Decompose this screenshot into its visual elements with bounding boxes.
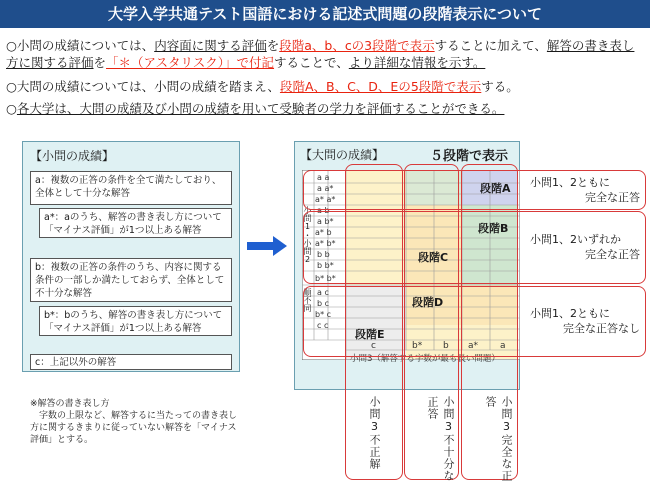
text: することで、 <box>274 55 349 70</box>
row-label-bc: b c <box>317 299 330 308</box>
text-underlined: 内容面に関する評価 <box>154 38 267 53</box>
text: することに加えて、 <box>434 38 547 53</box>
intro-paragraph-3 <box>6 100 646 117</box>
row-label-astarastar: a* a* <box>315 195 336 204</box>
col-label-a: a <box>500 341 506 351</box>
row-label-bstarbstar: b* b* <box>315 274 336 283</box>
col-label-c: c <box>371 341 376 351</box>
desc-line: 完全な正答 <box>585 191 640 204</box>
intro-paragraph-1 <box>6 37 646 71</box>
stage-e-label: 段階E <box>355 328 385 341</box>
row-label-bstarc: b* c <box>315 310 332 319</box>
text-underlined: 各大学は、大問の成績及び小問の成績を用いて受験者の学力を評価することができる。 <box>16 101 505 116</box>
stage-c-label: 段階C <box>418 251 449 264</box>
grade-c-box: c：上記以外の解答 <box>30 354 232 370</box>
text-underlined: 解答の書き表し方に関する評価 <box>6 38 635 70</box>
grade-a-box: a：複数の正答の条件を全て満たしており、全体として十分な解答 <box>30 171 232 205</box>
page-title: 大学入学共通テスト国語における記述式問題の段階表示について <box>0 0 650 28</box>
bullet: ○ <box>6 79 17 94</box>
right-arrow-icon <box>247 236 287 256</box>
small-panel-title: 【小問の成績】 <box>30 149 115 163</box>
text-red: 段階A、B、C、D、Eの5段階で表示 <box>279 79 482 94</box>
bullet: ○ <box>6 101 17 116</box>
text: を <box>93 55 107 70</box>
stage-a-label: 段階A <box>480 182 511 195</box>
desc-line: 小問1、2ともに <box>530 176 610 189</box>
text-underlined: より詳細な情報を示す。 <box>348 55 486 70</box>
note-title: ※解答の書き表し方 <box>30 399 110 409</box>
grade-a-star-box: a*：aのうち、解答の書き表し方について「マイナス評価」が1つ以上ある解答 <box>39 208 232 238</box>
row-label-cc: c c <box>317 321 329 330</box>
row-label-aastar: a a* <box>317 184 334 193</box>
stage-b-label: 段階B <box>478 222 509 235</box>
desc-one-correct <box>522 232 640 262</box>
row-label-bb: b b <box>317 250 330 259</box>
desc-line: 完全な正答なし <box>563 322 640 335</box>
row-label-aa: a a <box>317 173 330 182</box>
grade-b-box: b：複数の正答の条件のうち、内容に関する条件の一部しか満たしておらず、全体として不十分な解答 <box>30 258 232 302</box>
side-label-order: 順不同 <box>303 288 312 312</box>
text: を <box>266 38 280 53</box>
desc-line: 完全な正答 <box>585 248 640 261</box>
col-label-bstar: b* <box>412 341 423 351</box>
grade-b-star-box: b*：bのうち、解答の書き表し方について「マイナス評価」が1つ以上ある解答 <box>39 306 232 336</box>
desc-both-correct <box>522 175 640 205</box>
text-red: 「＊（アスタリスク）」で付記 <box>106 55 275 70</box>
row-label-ab: a b <box>317 206 330 215</box>
bottom-label-correct: 小問3完全な正答 <box>484 396 513 482</box>
bullet: ○ <box>6 38 17 53</box>
matrix-footer: 小問3（解答する字数が最も長い問題） <box>350 354 500 364</box>
row-label-astarbstar: a* b* <box>315 239 336 248</box>
side-label-pairs: 小問1・小問2 <box>303 206 312 264</box>
text: 小問の成績については、 <box>16 38 155 53</box>
stage-d-label: 段階D <box>412 296 444 309</box>
text: 大問の成績については、小問の成績を踏まえ、 <box>16 79 280 94</box>
col-label-b: b <box>443 341 449 351</box>
desc-line: 小問1、2ともに <box>530 307 610 320</box>
bottom-label-incorrect: 小問3不正解 <box>368 396 381 470</box>
bottom-label-partial: 小問3不十分な正答 <box>426 396 455 482</box>
row-label-ac: a c <box>317 288 329 297</box>
row-label-astarb: a* b <box>315 228 332 237</box>
large-panel-title: 【大問の成績】 <box>300 148 385 162</box>
row-label-abstar: a b* <box>317 217 334 226</box>
col-label-astar: a* <box>468 341 479 351</box>
note-body: 字数の上限など、解答するに当たっての書き表し方に関するきまりに従っていない解答を「マイナス評価」とする。 <box>30 411 238 445</box>
intro-paragraph-2 <box>6 78 646 95</box>
text-red: 段階a、b、cの3段階で表示 <box>279 38 435 53</box>
row-label-bbstar: b b* <box>317 261 334 270</box>
large-panel-subtitle: ５段階で表示 <box>430 149 509 164</box>
text: する。 <box>481 79 519 94</box>
desc-none-correct <box>522 306 640 336</box>
desc-line: 小問1、2いずれか <box>530 233 621 246</box>
